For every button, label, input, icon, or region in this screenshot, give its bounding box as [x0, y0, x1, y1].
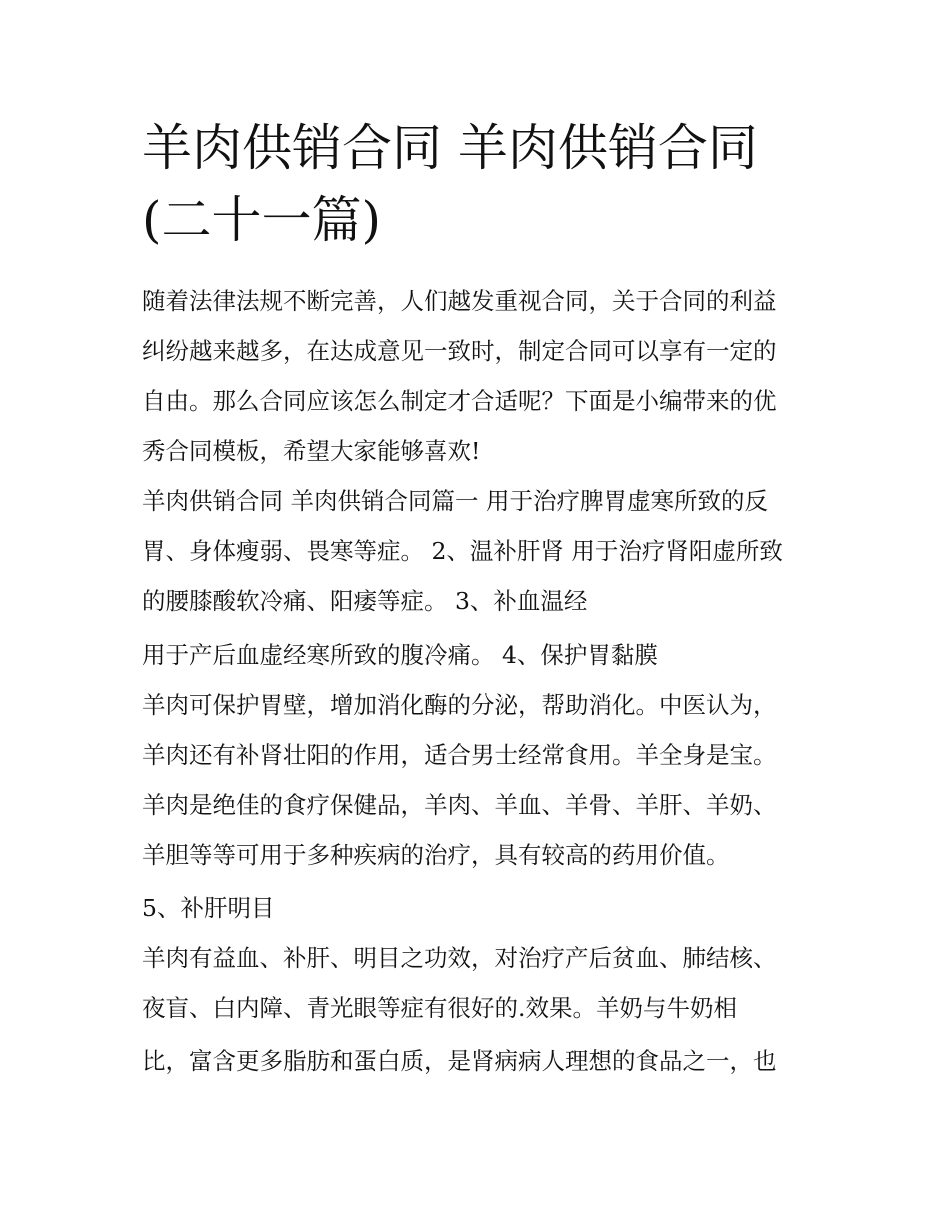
body-line: 羊肉供销合同 羊肉供销合同篇一 用于治疗脾胃虚寒所致的反 [142, 487, 768, 515]
body-line: 比，富含更多脂肪和蛋白质，是肾病病人理想的食品之一，也 [142, 1047, 777, 1075]
document-title [142, 112, 822, 256]
body-line: 羊胆等等可用于多种疾病的治疗，具有较高的药用价值。 [142, 841, 730, 869]
body-line: 秀合同模板，希望大家能够喜欢! [142, 437, 481, 465]
body-line: 羊肉可保护胃壁，增加消化酶的分泌，帮助消化。中医认为， [142, 691, 777, 719]
body-line: 夜盲、白内障、青光眼等症有很好的.效果。羊奶与牛奶相 [142, 994, 737, 1022]
body-line: 纠纷越来越多，在达成意见一致时，制定合同可以享有一定的 [142, 337, 777, 365]
body-line: 随着法律法规不断完善，人们越发重视合同，关于合同的利益 [142, 287, 777, 315]
body-line: 羊肉是绝佳的食疗保健品，羊肉、羊血、羊骨、羊肝、羊奶、 [142, 791, 777, 819]
title-line-1: 羊肉供销合同 羊肉供销合同 [142, 119, 758, 177]
body-line: 的腰膝酸软冷痛、阳痿等症。 3、补血温经 [142, 587, 588, 615]
body-line: 胃、身体瘦弱、畏寒等症。 2、温补肝肾 用于治疗肾阳虚所致 [142, 537, 783, 565]
body-line: 用于产后血虚经寒所致的腹冷痛。 4、保护胃黏膜 [142, 641, 658, 669]
title-line-2: (二十一篇) [142, 191, 382, 249]
section-heading: 5、补肝明目 [142, 894, 275, 922]
body-line: 羊肉还有补肾壮阳的作用，适合男士经常食用。羊全身是宝。 [142, 741, 777, 769]
body-line: 羊肉有益血、补肝、明目之功效，对治疗产后贫血、肺结核、 [142, 944, 777, 972]
body-line: 自由。那么合同应该怎么制定才合适呢？下面是小编带来的优 [142, 387, 777, 415]
